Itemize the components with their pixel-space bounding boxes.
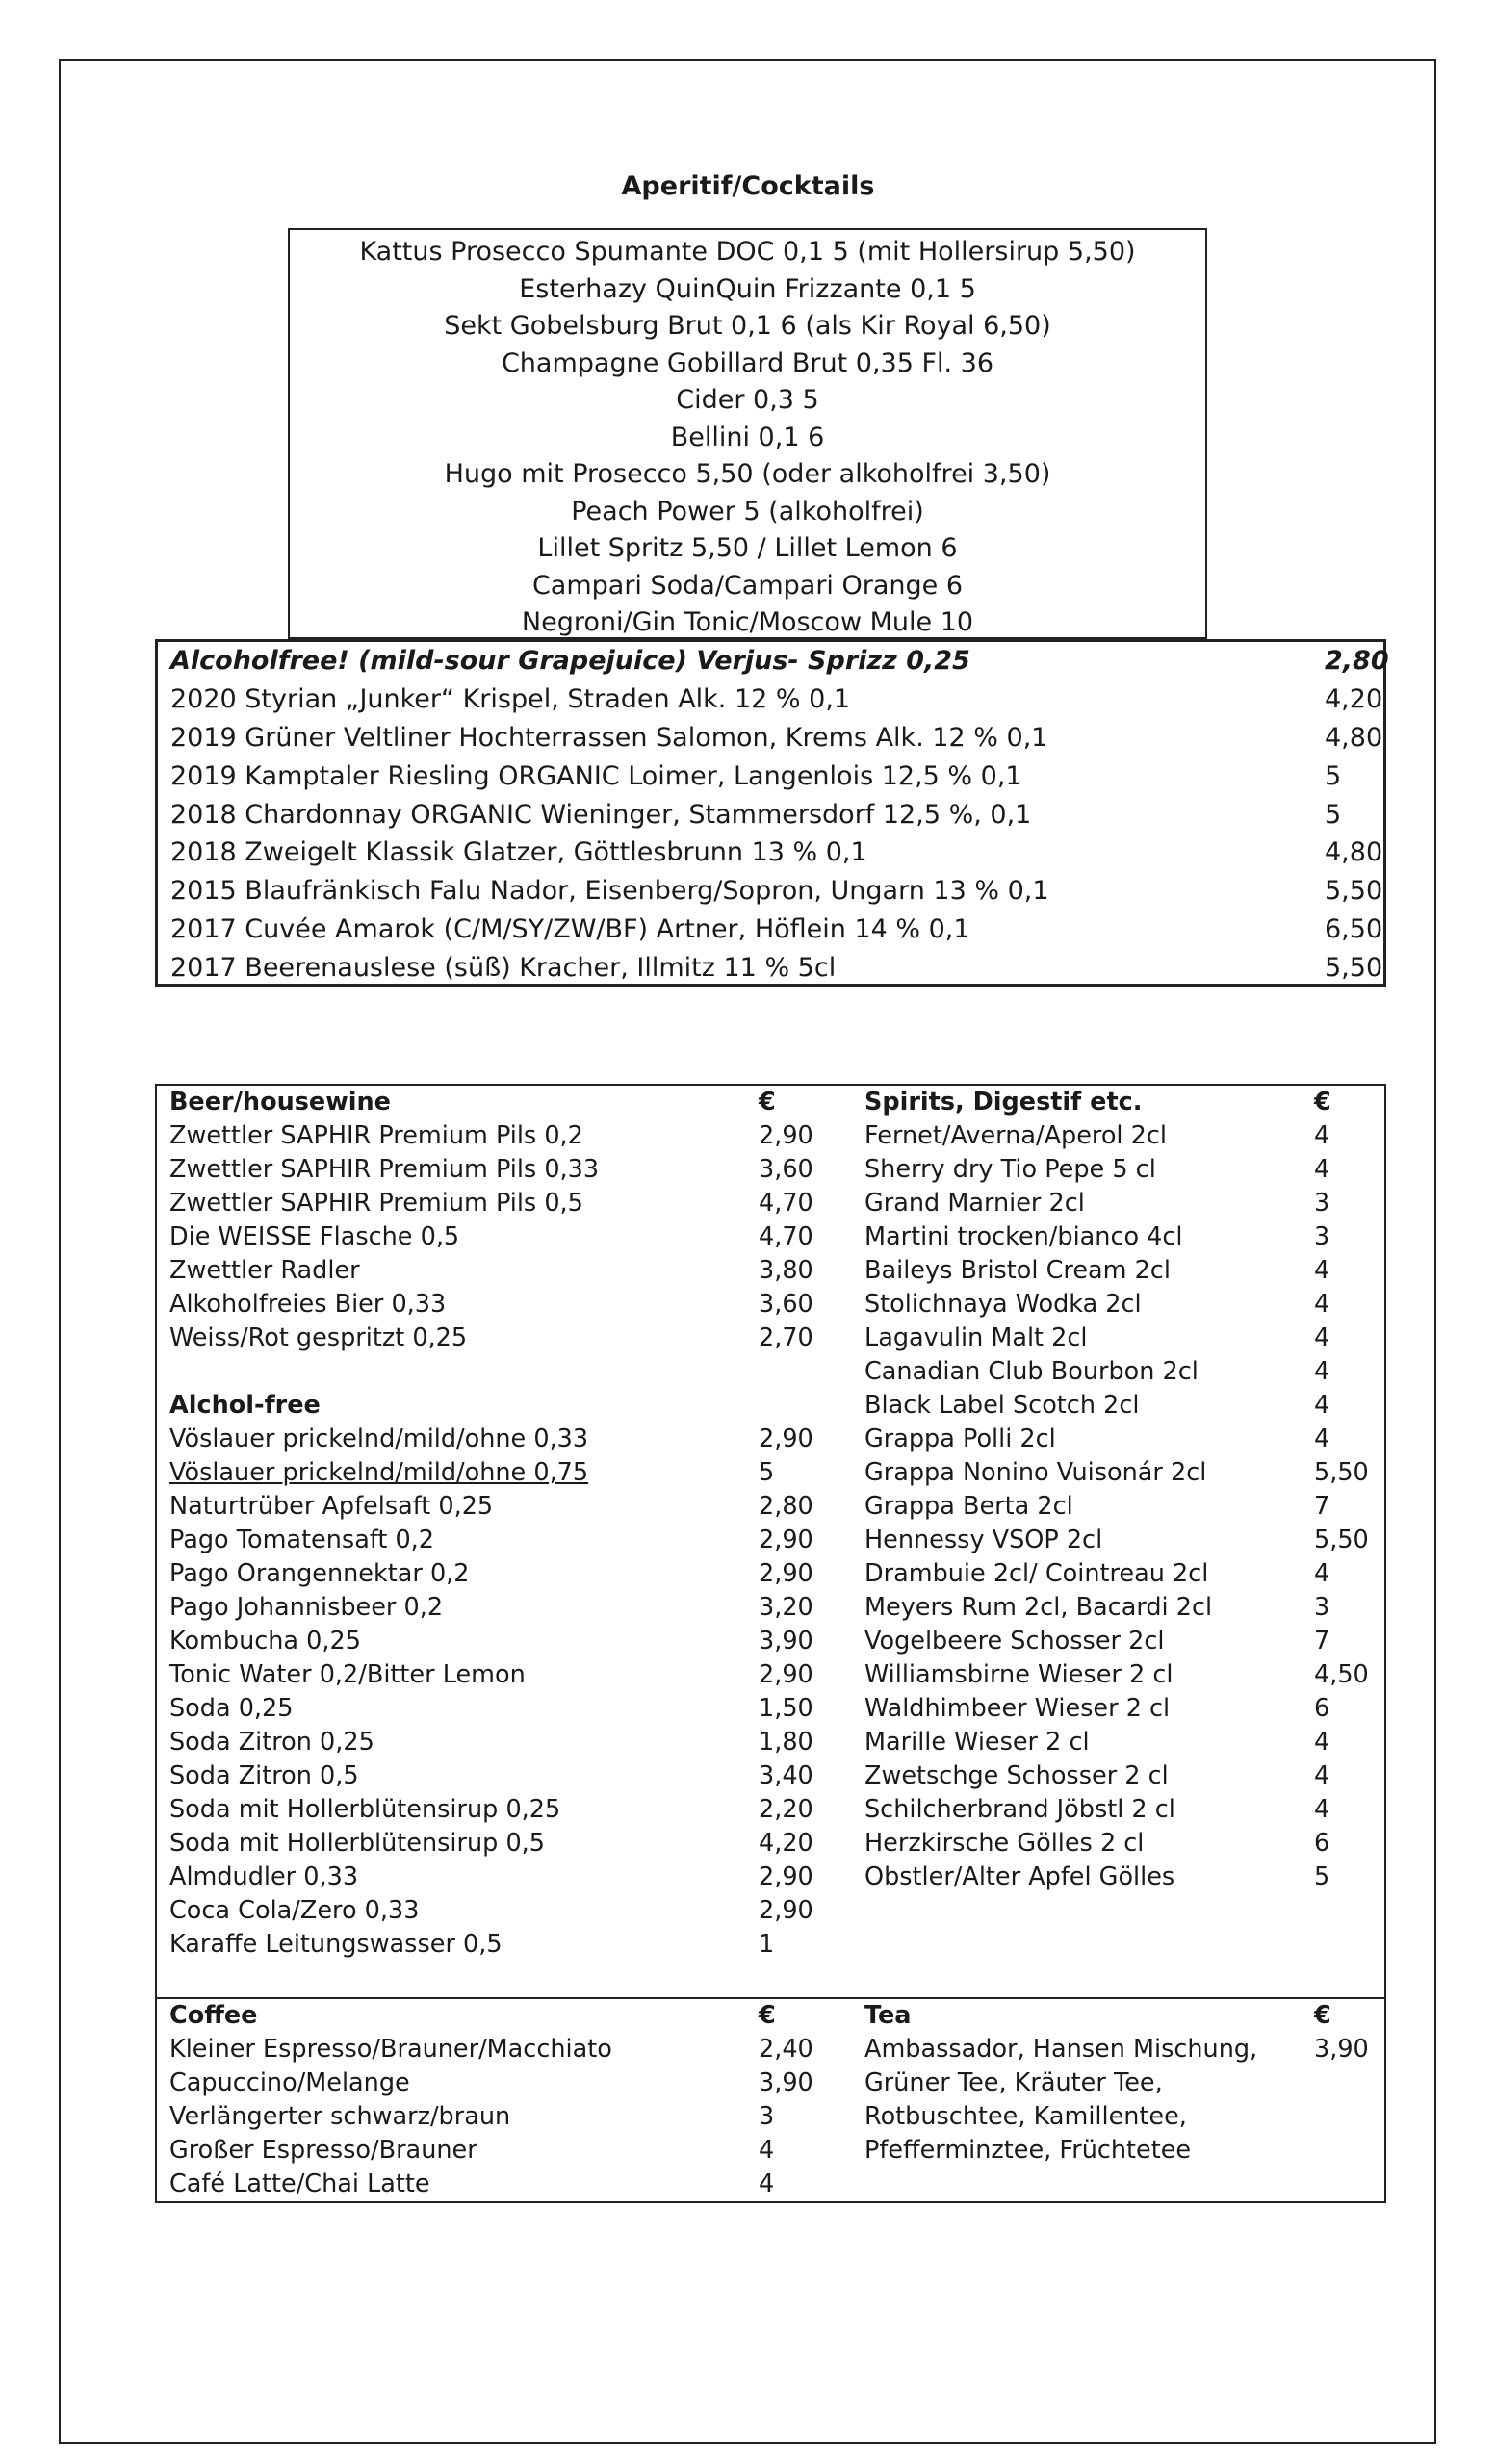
beer-price: 3,80 xyxy=(759,1256,813,1285)
spirits-price: 4 xyxy=(1314,1155,1330,1184)
wine-name: 2020 Styrian „Junker“ Krispel, Straden Alk. 12 % 0,1 xyxy=(170,683,851,714)
aperitif-item: Negroni/Gin Tonic/Moscow Mule 10 xyxy=(521,607,974,637)
spirits-name: Waldhimbeer Wieser 2 cl xyxy=(864,1694,1171,1723)
alcfree-row xyxy=(169,1692,813,1726)
spirits-row xyxy=(864,1456,1375,1490)
alcfree-price: 2,80 xyxy=(759,1492,813,1521)
spirits-price: 4 xyxy=(1314,1391,1330,1420)
alcfree-row xyxy=(169,1793,813,1827)
beer-price: 2,90 xyxy=(759,1121,813,1150)
alcfree-row xyxy=(169,1591,813,1625)
spirits-row xyxy=(864,1389,1375,1423)
coffee-name: Großer Espresso/Brauner xyxy=(169,2136,477,2165)
wine-row xyxy=(170,796,1383,834)
spirits-name: Black Label Scotch 2cl xyxy=(864,1391,1140,1420)
alcfree-price: 3,90 xyxy=(759,1627,813,1656)
alcfree-price: 4,20 xyxy=(759,1829,813,1858)
spirits-price: 4 xyxy=(1314,1728,1330,1757)
wine-name: 2018 Chardonnay ORGANIC Wieninger, Stammersdorf 12,5 %, 0,1 xyxy=(170,799,1032,830)
alcfree-name: Pago Orangennektar 0,2 xyxy=(169,1559,470,1588)
spirits-price: 4 xyxy=(1314,1121,1330,1150)
alcfree-row xyxy=(169,1827,813,1861)
spirits-price: 4 xyxy=(1314,1795,1330,1824)
aperitif-item: Kattus Prosecco Spumante DOC 0,1 5 (mit Hollersirup 5,50) xyxy=(359,237,1136,267)
coffee-row xyxy=(169,2066,813,2100)
spirits-name: Hennessy VSOP 2cl xyxy=(864,1526,1103,1554)
wine-name: 2018 Zweigelt Klassik Glatzer, Göttlesbrunn 13 % 0,1 xyxy=(170,837,867,868)
spirits-price: 3 xyxy=(1314,1222,1330,1251)
beer-price: 4,70 xyxy=(759,1222,813,1251)
alcfree-row xyxy=(169,1861,813,1894)
spirits-row xyxy=(864,1254,1375,1288)
beer-name: Die WEISSE Flasche 0,5 xyxy=(169,1222,460,1251)
alcfree-row xyxy=(169,1928,805,1962)
spirits-price: 5 xyxy=(1314,1862,1330,1891)
alcfree-header xyxy=(169,1389,805,1423)
spirits-row xyxy=(864,1625,1375,1658)
alcfree-price: 3,20 xyxy=(759,1593,813,1622)
spirits-name: Sherry dry Tio Pepe 5 cl xyxy=(864,1155,1156,1184)
alcfree-name: Vöslauer prickelnd/mild/ohne 0,75 xyxy=(169,1458,589,1487)
alcfree-price: 2,20 xyxy=(759,1795,813,1824)
spirits-name: Canadian Club Bourbon 2cl xyxy=(864,1357,1199,1386)
spirits-row xyxy=(864,1187,1375,1220)
beer-header xyxy=(169,1086,805,1119)
spirits-price: 3 xyxy=(1314,1593,1330,1622)
spirits-name: Lagavulin Malt 2cl xyxy=(864,1323,1088,1352)
coffee-row xyxy=(169,2033,813,2066)
alcfree-name: Naturtrüber Apfelsaft 0,25 xyxy=(169,1492,494,1521)
alcfree-price: 1 xyxy=(759,1930,775,1959)
aperitif-item: Peach Power 5 (alkoholfrei) xyxy=(571,496,924,526)
coffee-row xyxy=(169,2134,805,2168)
coffee-price: 4 xyxy=(759,2136,775,2165)
hot-drinks-box xyxy=(155,1997,1386,2203)
spirits-name: Grappa Nonino Vuisonár 2cl xyxy=(864,1458,1207,1487)
wine-row xyxy=(170,911,1383,949)
beer-row xyxy=(169,1322,813,1355)
spirits-row xyxy=(864,1726,1375,1759)
beer-row xyxy=(169,1288,813,1322)
alcfree-name: Kombucha 0,25 xyxy=(169,1627,361,1656)
alcfree-name: Almdudler 0,33 xyxy=(169,1862,359,1891)
alcfree-name: Pago Johannisbeer 0,2 xyxy=(169,1593,444,1622)
aperitif-box xyxy=(288,228,1207,639)
tea-line: Rotbuschtee, Kamillentee, xyxy=(864,2102,1187,2131)
alcfree-name: Vöslauer prickelnd/mild/ohne 0,33 xyxy=(169,1424,589,1453)
alcfree-name: Karaffe Leitungswasser 0,5 xyxy=(169,1930,503,1959)
tea-line: Ambassador, Hansen Mischung, xyxy=(864,2035,1258,2064)
spirits-header xyxy=(864,1086,1375,1119)
alcfree-row xyxy=(169,1524,813,1557)
coffee-price: 2,40 xyxy=(759,2035,813,2064)
spirits-row xyxy=(864,1322,1375,1355)
beer-price: 4,70 xyxy=(759,1189,813,1218)
wine-row xyxy=(170,872,1383,911)
aperitif-item: Esterhazy QuinQuin Frizzante 0,1 5 xyxy=(519,273,976,304)
alcfree-row xyxy=(169,1456,805,1490)
alcfree-title: Alchol-free xyxy=(169,1391,321,1420)
alcfree-row xyxy=(169,1759,813,1793)
beer-name: Zwettler SAPHIR Premium Pils 0,5 xyxy=(169,1189,583,1218)
coffee-header xyxy=(169,1999,805,2033)
tea-price: 3,90 xyxy=(1314,2035,1369,2064)
tea-line: Pfefferminztee, Früchtetee xyxy=(864,2136,1192,2165)
wine-price: 5 xyxy=(1325,760,1342,791)
spirits-row xyxy=(864,1119,1375,1153)
spirits-row xyxy=(864,1490,1375,1524)
wine-price: 4,80 xyxy=(1325,722,1383,753)
spirits-price: 6 xyxy=(1314,1694,1330,1723)
coffee-price: 4 xyxy=(759,2169,775,2198)
aperitif-item: Bellini 0,1 6 xyxy=(670,422,825,452)
alcfree-price: 3,40 xyxy=(759,1761,813,1790)
wine-name: 2019 Kamptaler Riesling ORGANIC Loimer, Langenlois 12,5 % 0,1 xyxy=(170,760,1022,791)
tea-line: Grüner Tee, Kräuter Tee, xyxy=(864,2068,1163,2097)
coffee-price: 3 xyxy=(759,2102,775,2131)
coffee-name: Café Latte/Chai Latte xyxy=(169,2169,430,2198)
aperitif-item: Lillet Spritz 5,50 / Lillet Lemon 6 xyxy=(537,533,958,563)
spirits-name: Baileys Bristol Cream 2cl xyxy=(864,1256,1171,1285)
wine-row xyxy=(170,680,1383,719)
spirits-row xyxy=(864,1827,1375,1861)
wine-name: 2019 Grüner Veltliner Hochterrassen Salomon, Krems Alk. 12 % 0,1 xyxy=(170,722,1048,753)
alcfree-price: 1,50 xyxy=(759,1694,813,1723)
spirits-price: 4 xyxy=(1314,1761,1330,1790)
spirits-price: 7 xyxy=(1314,1627,1330,1656)
spirits-row xyxy=(864,1557,1375,1591)
coffee-price: 3,90 xyxy=(759,2068,813,2097)
spirits-row xyxy=(864,1288,1375,1322)
alcfree-name: Soda mit Hollerblütensirup 0,5 xyxy=(169,1829,545,1858)
coffee-currency: € xyxy=(759,2001,776,2030)
alcfree-price: 2,90 xyxy=(759,1526,813,1554)
spirits-name: Vogelbeere Schosser 2cl xyxy=(864,1627,1165,1656)
spirits-price: 4 xyxy=(1314,1323,1330,1352)
alcfree-price: 1,80 xyxy=(759,1728,813,1757)
alcfree-row xyxy=(169,1658,813,1692)
aperitif-title: Aperitif/Cocktails xyxy=(621,171,875,201)
spirits-currency: € xyxy=(1314,1088,1331,1116)
coffee-name: Capuccino/Melange xyxy=(169,2068,410,2097)
wine-row xyxy=(170,949,1383,988)
spirits-name: Grand Marnier 2cl xyxy=(864,1189,1085,1218)
alcfree-price: 2,90 xyxy=(759,1660,813,1689)
wine-price: 5,50 xyxy=(1325,876,1383,907)
beer-price: 3,60 xyxy=(759,1155,813,1184)
wine-name: 2017 Beerenauslese (süß) Kracher, Illmitz 11 % 5cl xyxy=(170,953,837,984)
tea-header xyxy=(864,1999,1375,2033)
alcfree-price: 2,90 xyxy=(759,1424,813,1453)
beer-row xyxy=(169,1153,813,1187)
spirits-name: Williamsbirne Wieser 2 cl xyxy=(864,1660,1174,1689)
alcfree-row xyxy=(169,1726,813,1759)
beer-name: Weiss/Rot gespritzt 0,25 xyxy=(169,1323,468,1352)
coffee-name: Kleiner Espresso/Brauner/Macchiato xyxy=(169,2035,612,2064)
alcfree-row xyxy=(169,1423,813,1456)
aperitif-item: Champagne Gobillard Brut 0,35 Fl. 36 xyxy=(501,347,994,378)
coffee-row xyxy=(169,2168,805,2201)
spirits-price: 6 xyxy=(1314,1829,1330,1858)
spirits-name: Obstler/Alter Apfel Gölles xyxy=(864,1862,1175,1891)
wine-name: 2015 Blaufränkisch Falu Nador, Eisenberg/Sopron, Ungarn 13 % 0,1 xyxy=(170,876,1049,907)
alcfree-row xyxy=(169,1557,813,1591)
alcfree-name: Soda mit Hollerblütensirup 0,25 xyxy=(169,1795,561,1824)
beer-title: Beer/housewine xyxy=(169,1088,391,1116)
aperitif-item: Sekt Gobelsburg Brut 0,1 6 (als Kir Royal 6,50) xyxy=(444,311,1051,341)
spirits-name: Drambuie 2cl/ Cointreau 2cl xyxy=(864,1559,1209,1588)
wine-name: 2017 Cuvée Amarok (C/M/SY/ZW/BF) Artner, Höflein 14 % 0,1 xyxy=(170,914,970,945)
beer-currency: € xyxy=(759,1088,776,1116)
alcfree-price: 5 xyxy=(759,1458,775,1487)
spirits-price: 4,50 xyxy=(1314,1660,1369,1689)
aperitif-item: Cider 0,3 5 xyxy=(676,385,819,415)
beer-price: 2,70 xyxy=(759,1323,813,1352)
wine-price: 4,20 xyxy=(1325,683,1383,714)
spirits-price: 3 xyxy=(1314,1189,1330,1218)
wine-price: 6,50 xyxy=(1325,914,1383,945)
beer-name: Zwettler SAPHIR Premium Pils 0,33 xyxy=(169,1155,600,1184)
verjus-name: Alcoholfree! (mild-sour Grapejuice) Verjus- Sprizz 0,25 xyxy=(170,646,970,676)
alcfree-name: Pago Tomatensaft 0,2 xyxy=(169,1526,435,1554)
verjus-price: 2,80 xyxy=(1325,646,1389,676)
beer-name: Zwettler SAPHIR Premium Pils 0,2 xyxy=(169,1121,583,1150)
wine-row xyxy=(170,834,1383,872)
alcfree-name: Soda 0,25 xyxy=(169,1694,294,1723)
wine-price: 4,80 xyxy=(1325,837,1383,868)
spirits-row xyxy=(864,1759,1375,1793)
spirits-row xyxy=(864,1861,1375,1894)
spirits-price: 5,50 xyxy=(1314,1526,1369,1554)
beer-price: 3,60 xyxy=(759,1290,813,1319)
coffee-title: Coffee xyxy=(169,2001,258,2030)
alcfree-name: Tonic Water 0,2/Bitter Lemon xyxy=(169,1660,526,1689)
alcfree-price: 2,90 xyxy=(759,1896,813,1925)
beer-name: Zwettler Radler xyxy=(169,1256,360,1285)
spirits-name: Grappa Berta 2cl xyxy=(864,1492,1073,1521)
wine-row xyxy=(170,757,1383,796)
spirits-name: Fernet/Averna/Aperol 2cl xyxy=(864,1121,1167,1150)
verjus-row xyxy=(170,642,1389,680)
spirits-name: Grappa Polli 2cl xyxy=(864,1424,1056,1453)
spirits-column xyxy=(864,1086,1375,1894)
coffee-column xyxy=(169,1999,813,2201)
tea-column xyxy=(864,1999,1375,2168)
wine-row xyxy=(170,719,1383,757)
tea-row xyxy=(864,2134,1375,2168)
alcfree-price: 2,90 xyxy=(759,1862,813,1891)
spirits-row xyxy=(864,1692,1375,1726)
beer-column xyxy=(169,1086,813,1962)
tea-row xyxy=(864,2033,1375,2066)
alcfree-row xyxy=(169,1894,813,1928)
spirits-price: 7 xyxy=(1314,1492,1330,1521)
spirits-price: 4 xyxy=(1314,1559,1330,1588)
aperitif-item: Hugo mit Prosecco 5,50 (oder alkoholfrei 3,50) xyxy=(444,459,1051,489)
tea-currency: € xyxy=(1314,2001,1331,2030)
spirits-name: Marille Wieser 2 cl xyxy=(864,1728,1090,1757)
spirits-row xyxy=(864,1591,1375,1625)
wine-price: 5,50 xyxy=(1325,953,1383,984)
spirits-row xyxy=(864,1423,1375,1456)
alcfree-name: Soda Zitron 0,25 xyxy=(169,1728,374,1757)
spirits-price: 4 xyxy=(1314,1357,1330,1386)
beer-row xyxy=(169,1220,813,1254)
spirits-row xyxy=(864,1793,1375,1827)
wine-box xyxy=(155,639,1389,987)
beer-row xyxy=(169,1254,813,1288)
drinks-box xyxy=(155,1084,1386,1999)
alcfree-price: 2,90 xyxy=(759,1559,813,1588)
spirits-row xyxy=(864,1153,1375,1187)
beer-row xyxy=(169,1119,813,1153)
coffee-name: Verlängerter schwarz/braun xyxy=(169,2102,511,2131)
spirits-name: Herzkirsche Gölles 2 cl xyxy=(864,1829,1145,1858)
coffee-row xyxy=(169,2100,805,2134)
spirits-name: Martini trocken/bianco 4cl xyxy=(864,1222,1183,1251)
spirits-name: Meyers Rum 2cl, Bacardi 2cl xyxy=(864,1593,1213,1622)
spirits-price: 5,50 xyxy=(1314,1458,1369,1487)
spirits-name: Stolichnaya Wodka 2cl xyxy=(864,1290,1142,1319)
beer-row xyxy=(169,1187,813,1220)
tea-row xyxy=(864,2066,1375,2100)
spirits-name: Zwetschge Schosser 2 cl xyxy=(864,1761,1169,1790)
aperitif-item: Campari Soda/Campari Orange 6 xyxy=(531,570,964,601)
spirits-price: 4 xyxy=(1314,1290,1330,1319)
tea-title: Tea xyxy=(864,2001,912,2030)
alcfree-row xyxy=(169,1625,813,1658)
spirits-row xyxy=(864,1658,1375,1692)
spirits-row xyxy=(864,1355,1375,1389)
spirits-name: Schilcherbrand Jöbstl 2 cl xyxy=(864,1795,1175,1824)
spirits-row xyxy=(864,1524,1375,1557)
spirits-price: 4 xyxy=(1314,1256,1330,1285)
spirits-title: Spirits, Digestif etc. xyxy=(864,1088,1143,1116)
spirits-price: 4 xyxy=(1314,1424,1330,1453)
alcfree-name: Soda Zitron 0,5 xyxy=(169,1761,359,1790)
alcfree-row xyxy=(169,1490,813,1524)
spirits-row xyxy=(864,1220,1375,1254)
tea-row xyxy=(864,2100,1375,2134)
beer-name: Alkoholfreies Bier 0,33 xyxy=(169,1290,447,1319)
wine-price: 5 xyxy=(1325,799,1342,830)
alcfree-name: Coca Cola/Zero 0,33 xyxy=(169,1896,420,1925)
spacer xyxy=(169,1355,805,1389)
